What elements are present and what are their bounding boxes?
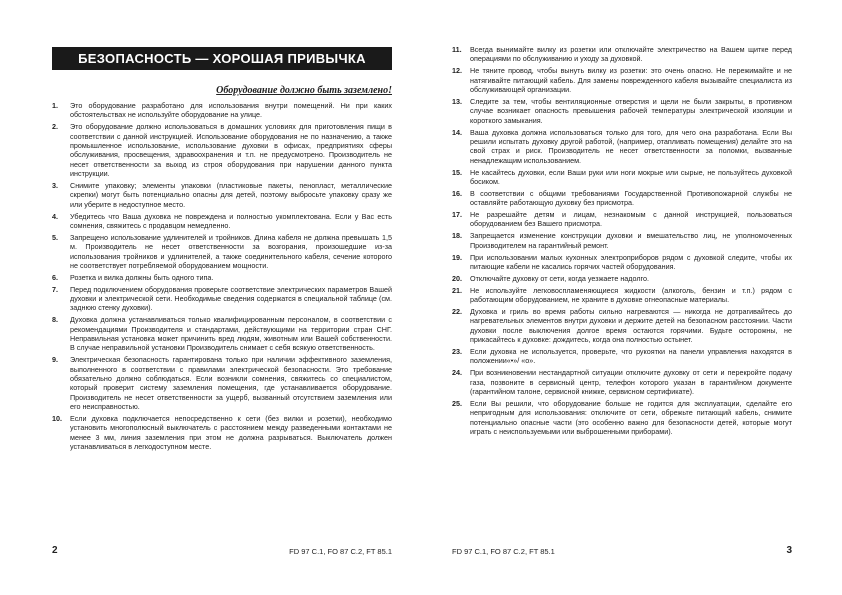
- right-page: [452, 0, 792, 595]
- item-number: 1.: [52, 101, 58, 110]
- item-number: 2.: [52, 122, 58, 132]
- list-item: [452, 97, 792, 125]
- item-text: Ваша духовка должна использоваться только для того, для чего она разработана. Если Вы решили испытать духовку другой работой, (например, отапливать помещения) делайте это на свой страх и риск. Производитель не несет ответственности за поломки, вызванные ненадлежащим использованием.: [470, 127, 792, 165]
- item-number: 14.: [452, 127, 462, 137]
- list-item: [452, 368, 792, 396]
- item-text: Духовка и гриль во время работы сильно нагреваются — никогда не дотрагивайтесь до нагревательных элементов внутри духовки и держите детей на безопасном расстоянии. Части духовки после выключения долгое время остаются горячими. Будьте осторожны, не прикасайтесь к духовке: дождитесь, когда она полностью остынет.: [470, 307, 792, 345]
- item-number: 25.: [452, 399, 462, 408]
- item-number: 4.: [52, 211, 58, 221]
- item-number: 23.: [452, 347, 462, 357]
- item-text: Перед подключением оборудования проверьте соответствие электрических параметров Вашей духовки и электрической сети. Необходимые сведения содержатся в специальной таблице (см. заднюю стенку духовки).: [70, 284, 392, 313]
- item-number: 17.: [452, 210, 462, 220]
- item-text: Это оборудование должно использоваться в домашних условиях для приготовления пищи в соответствии с данной инструкцией. Использование оборудования не по назначению, а также промышленное использование, использование духовки в офисах, предприятиях сферы обслуживания, просвещения, здравоохранения и т.п. не предусмотрено. Производитель не несет ответственности за выход из строя оборудования при нарушении данного пункта инструкции.: [70, 122, 392, 178]
- page-number: 3: [786, 545, 792, 556]
- item-text: Снимите упаковку; элементы упаковки (пластиковые пакеты, пенопласт, металлические скрепки) могут быть потенциально опасны для детей, поэтому выбросьте упаковку сразу же или уберите в недоступное место.: [70, 180, 392, 209]
- list-item: [52, 285, 392, 313]
- list-item: [452, 189, 792, 208]
- item-number: 9.: [52, 355, 58, 365]
- list-item: [52, 414, 392, 451]
- item-number: 10.: [52, 414, 62, 423]
- item-text: Это оборудование разработано для использования внутри помещений. Ни при каких обстоятельствах не используйте оборудование на улице.: [70, 101, 392, 120]
- list-item: [452, 128, 792, 165]
- section-title: БЕЗОПАСНОСТЬ — ХОРОШАЯ ПРИВЫЧКА: [52, 47, 392, 70]
- item-text: Если Вы решили, что оборудование больше не годится для эксплуатации, сделайте его непригодным для использования: отключите от сети, обрежьте питающий кабель, снимите потенциально опасные части (это особенно важно для безопасности детей, которые могут играть с неиспользуемыми или выброшенными приборами).: [470, 399, 792, 437]
- item-number: 13.: [452, 96, 462, 106]
- list-item: [52, 355, 392, 411]
- item-number: 19.: [452, 252, 462, 262]
- item-number: 22.: [452, 307, 462, 317]
- item-text: При использовании малых кухонных электроприборов рядом с духовкой следите, чтобы их питающие кабели не касались горячих частей оборудования.: [470, 252, 792, 271]
- item-number: 3.: [52, 180, 58, 190]
- item-number: 20.: [452, 273, 462, 283]
- item-text: Не касайтесь духовки, если Ваши руки или ноги мокрые или сырые, не пользуйтесь духовкой босиком.: [470, 167, 792, 186]
- item-number: 11.: [452, 45, 462, 54]
- item-text: Розетка и вилка должны быть одного типа.: [70, 272, 214, 282]
- item-text: Если духовка не используется, проверьте, что рукоятки на панели управления находятся в положении«•»/ «о».: [470, 347, 792, 366]
- list-item: [52, 122, 392, 178]
- item-number: 6.: [52, 272, 58, 282]
- page-number: 2: [52, 545, 58, 556]
- item-text: Запрещено использование удлинителей и тройников. Длина кабеля не должна превышать 1,5 м. Производитель не несет ответственности за возгорания, произошедшие из-за использования тройников и удлинителей, а также соединительного кабеля, сечение которого не соответствует потребляемой оборудованием мощности.: [70, 232, 392, 270]
- item-text: Не разрешайте детям и лицам, незнакомым с данной инструкцией, пользоваться оборудованием без Вашего присмотра.: [470, 210, 792, 229]
- list-item: [452, 210, 792, 229]
- item-text: Электрическая безопасность гарантирована только при наличии эффективного заземления, выполненного в соответствии с правилами электрической безопасности. Это требование обязательно должно соблюдаться. Если возникли сомнения, свяжитесь со специалистом, который проверит систему заземления помещения, где устанавливается оборудование. Производитель не несет ответственности за ущерб, вызванный отсутствием заземления или его неисправностью.: [70, 355, 392, 412]
- item-text: Убедитесь что Ваша духовка не повреждена и полностью укомплектована. Если у Вас есть сомнения, свяжитесь с продавцом немедленно.: [70, 211, 392, 230]
- item-number: 5.: [52, 232, 58, 242]
- item-number: 7.: [52, 284, 58, 294]
- left-page: [52, 0, 392, 595]
- list-item: [452, 253, 792, 272]
- model-footer: FD 97 C.1, FO 87 C.2, FT 85.1: [289, 547, 392, 556]
- grounding-warning: Оборудование должно быть заземлено!: [216, 85, 392, 96]
- list-item: [452, 274, 792, 283]
- item-number: 21.: [452, 285, 462, 295]
- item-text: Духовка должна устанавливаться только квалифицированным персоналом, в соответствии с рекомендациями Производителя и стандартами, действующими на территории стран СНГ. Неправильная установка может причинить вред людям, животным или Вашей собственности. В случае неправильной установки Производитель снимает с себя всякую ответственность.: [70, 315, 392, 353]
- item-text: Следите за тем, чтобы вентиляционные отверстия и щели не были закрыты, в противном случае возникает опасность превышения рабочей температуры электрической изоляции и короткого замыкания.: [470, 96, 792, 125]
- list-item: [452, 66, 792, 94]
- list-item: [52, 233, 392, 270]
- item-number: 12.: [452, 66, 462, 76]
- item-text: Запрещается изменение конструкции духовки и вмешательство лиц, не уполномоченных Производителем на гарантийный ремонт.: [470, 231, 792, 250]
- item-text: Если духовка подключается непосредственно к сети (без вилки и розетки), необходимо установить многополюсный выключатель с расстоянием между разведенными контактами не менее 3 мм, линия заземления при этом не должна разрываться. Выключатель должен устанавливаться в легкодоступном месте.: [70, 414, 392, 452]
- item-number: 16.: [452, 188, 462, 198]
- list-item: [52, 101, 392, 120]
- list-item: [52, 212, 392, 231]
- item-text: Не тяните провод, чтобы вынуть вилку из розетки: это очень опасно. Не пережимайте и не натягивайте питающий кабель. Для замены поврежденного кабеля вызывайте специалиста из обслуживающей организации.: [470, 66, 792, 94]
- item-number: 15.: [452, 167, 462, 177]
- list-item: [452, 399, 792, 436]
- safety-list-left: [52, 101, 392, 454]
- safety-list-right: [452, 45, 792, 439]
- list-item: [452, 231, 792, 250]
- list-item: [52, 315, 392, 352]
- item-text: При возникновении нестандартной ситуации отключите духовку от сети и перекройте подачу газа, позвоните в сервисный центр, телефон которого указан в гарантийном документе (гарантийном талоне, сервисной книжке, сервисном сертификате).: [470, 368, 792, 397]
- item-text: Не используйте легковоспламеняющиеся жидкости (алкоголь, бензин и т.п.) рядом с работающим оборудованием, не храните в духовке огнеопасные материалы.: [470, 285, 792, 305]
- list-item: [452, 45, 792, 64]
- item-number: 18.: [452, 231, 462, 241]
- item-text: Всегда вынимайте вилку из розетки или отключайте электричество на Вашем щитке перед операциями по обслуживанию и уходу за духовкой.: [470, 45, 792, 64]
- list-item: [52, 273, 392, 282]
- list-item: [452, 286, 792, 305]
- list-item: [52, 181, 392, 209]
- item-text: Отключайте духовку от сети, когда уезжаете надолго.: [470, 273, 649, 283]
- item-number: 8.: [52, 315, 58, 325]
- item-text: В соответствии с общими требованиями Государственной Противопожарной службы не оставляйте работающую духовку без присмотра.: [470, 188, 792, 208]
- model-footer: FD 97 C.1, FO 87 C.2, FT 85.1: [452, 547, 555, 556]
- list-item: [452, 307, 792, 344]
- item-number: 24.: [452, 368, 462, 378]
- list-item: [452, 168, 792, 187]
- list-item: [452, 347, 792, 366]
